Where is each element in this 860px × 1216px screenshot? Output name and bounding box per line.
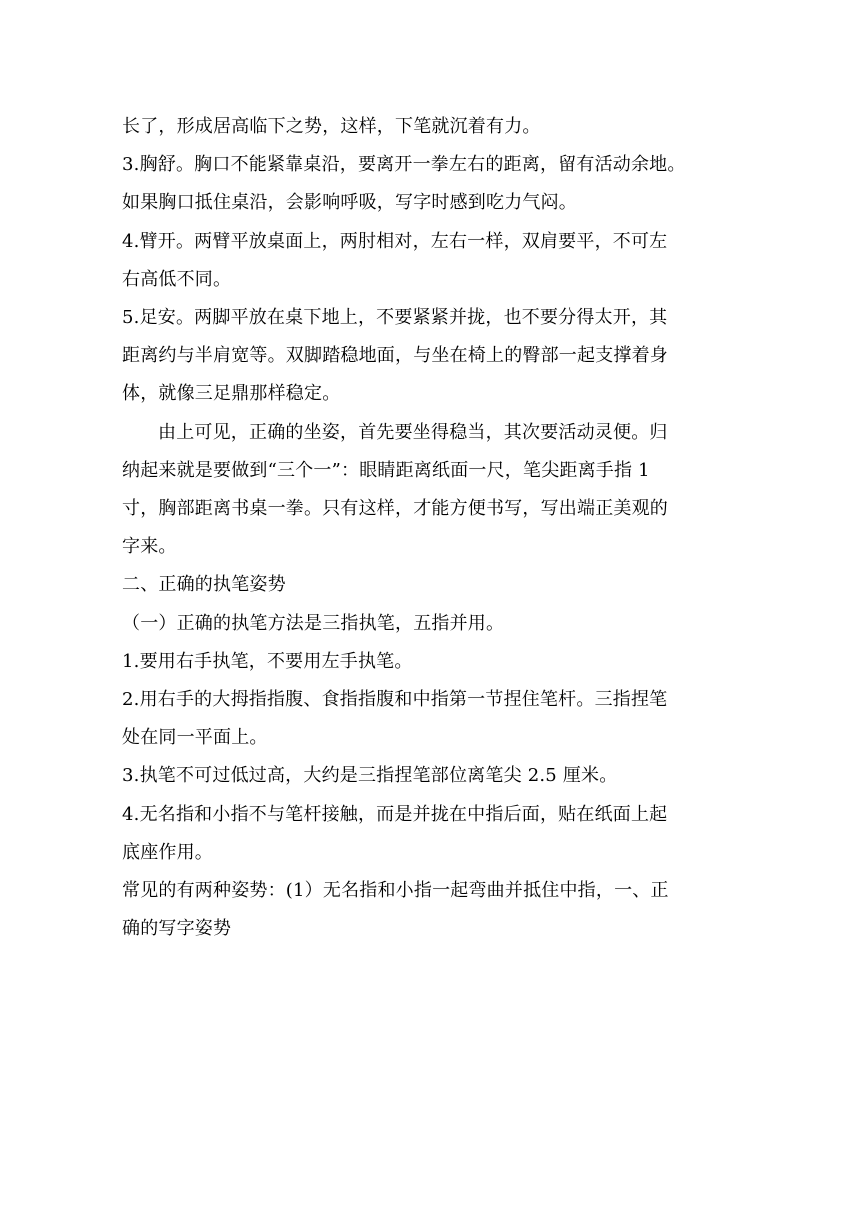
paragraph-feet (122, 299, 742, 414)
paragraph-summary (122, 414, 742, 567)
text-line: 3.执笔不可过低过高，大约是三指捏笔部位离笔尖 2.5 厘米。 (122, 765, 618, 787)
text-line: 1.要用右手执笔，不要用左手执笔。 (122, 650, 413, 672)
paragraph-grip (122, 872, 742, 948)
paragraph-chest (122, 146, 742, 222)
text-line: 字来。 (122, 536, 177, 558)
text-line: 右高低不同。 (122, 268, 232, 290)
text-line: 确的写字姿势 (122, 918, 232, 940)
text-line: 如果胸口抵住桌沿，会影响呼吸，写字时感到吃力气闷。 (122, 192, 577, 214)
section-heading (122, 566, 742, 604)
text-line: 底座作用。 (122, 841, 213, 863)
heading-text: 二、正确的执笔姿势 (122, 574, 286, 596)
text-line: 常见的有两种姿势：(1）无名指和小指一起弯曲并抵住中指，一、正 (122, 880, 669, 902)
paragraph-arms (122, 223, 742, 299)
text-line: 5.足安。两脚平放在桌下地上，不要紧紧并拢，也不要分得太开，其 (122, 307, 668, 329)
document-page (122, 108, 742, 948)
text-line: 体，就像三足鼎那样稳定。 (122, 383, 341, 405)
text-line: 处在同一平面上。 (122, 727, 268, 749)
text-line: 3.胸舒。胸口不能紧靠桌沿，要离开一拳左右的距离，留有活动余地。 (122, 154, 686, 176)
text-line: 距离约与半肩宽等。双脚踏稳地面，与坐在椅上的臀部一起支撑着身 (122, 345, 668, 367)
heading-text: （一）正确的执笔方法是三指执笔，五指并用。 (122, 612, 505, 634)
list-item-3 (122, 757, 742, 795)
text-line: 2.用右手的大拇指指腹、食指指腹和中指第一节捏住笔杆。三指捏笔 (122, 689, 668, 711)
text-line: 4.臂开。两臂平放桌面上，两肘相对，左右一样，双肩要平，不可左 (122, 230, 668, 252)
text-line: 寸，胸部距离书桌一拳。只有这样，才能方便书写，写出端正美观的 (122, 498, 668, 520)
list-item-4 (122, 796, 742, 872)
text-line: 4.无名指和小指不与笔杆接触，而是并拢在中指后面，贴在纸面上起 (122, 803, 668, 825)
subsection-heading (122, 605, 742, 643)
list-item-1 (122, 643, 742, 681)
text-line: 纳起来就是要做到“三个一”：眼睛距离纸面一尺，笔尖距离手指 1 (122, 459, 650, 481)
text-line: 长了，形成居高临下之势，这样，下笔就沉着有力。 (122, 116, 541, 137)
list-item-2 (122, 681, 742, 757)
paragraph-1 (122, 108, 742, 146)
text-line: 由上可见，正确的坐姿，首先要坐得稳当，其次要活动灵便。归 (158, 421, 668, 443)
